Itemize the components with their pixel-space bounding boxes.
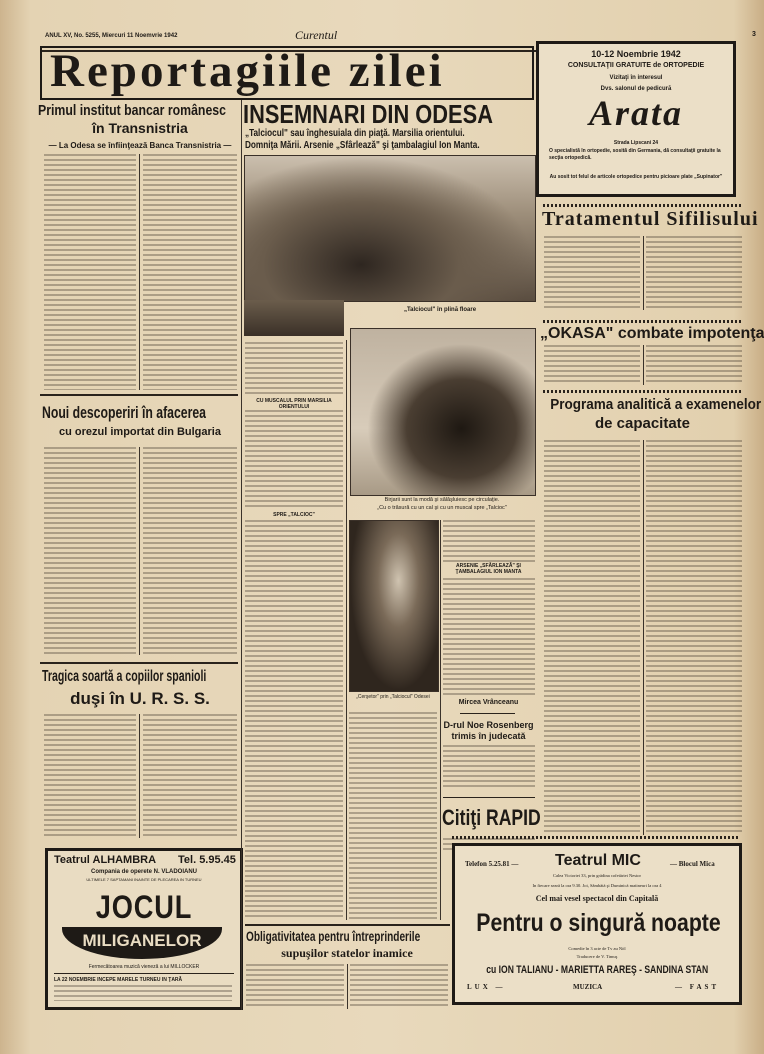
address: Calea Victoriei 33, prin grădina cofetăriei Nestor [553,873,641,878]
article-text [143,714,237,838]
company: Compania de operete N. VLADOIANU [90,869,197,875]
theatre-location: — Blocul Mica [670,860,715,868]
show-logo-bottom: MILIGANELOR [62,927,222,959]
article-text [443,745,535,790]
article-text [443,578,535,696]
music-credit: Fermecătoarea muzică vieneză a lui MILLOCKER [88,964,200,970]
ad-text: O specialistă în ortopedie, sosită din Germania, dă consultaţii gratuite la secţia ortopedică. [549,148,721,161]
author-byline: Mircea Vrânceanu [458,699,519,706]
market-crowd-photo [244,155,536,302]
article-text [443,520,535,562]
fast-label: — FAST [675,983,720,991]
article-text [245,410,343,510]
article-text [44,714,136,838]
article-text [245,342,343,397]
article-text [44,154,136,390]
theatre-name: Teatrul MIC [555,852,641,869]
headline: Obligativitatea pentru întreprinderile [246,928,421,944]
lux-label: LUX — [467,983,506,991]
cast: cu ION TALIANU - MARIETTA RAREŞ - SANDINA STAN [486,964,709,976]
headline: Noui descoperiri în afacerea [42,403,206,422]
headline: de capacitate [594,415,691,432]
article-text [349,712,437,920]
ad-line: Vizitaţi în interesul [609,75,663,81]
article-text [44,447,136,655]
article-text [245,520,343,920]
note: ULTIMELE 7 SAPTAMANI INAINTE DE PLECAREA IN TURNEU [86,877,202,882]
headline: duşi în U. R. S. S. [70,689,210,708]
showtimes: In fiecare seară la ora 9.30. Joi, Sâmbătă şi Duminică matineuri la ora 4 [532,883,662,888]
headline: INSEMNARI DIN ODESA [243,99,493,129]
tagline: Cel mai vesel spectacol din Capitală [535,894,659,903]
theatre-phone: Tel. 5.95.45 [178,854,236,866]
theatre-name: Teatrul ALHAMBRA [54,854,157,866]
horse-carriage-photo [350,328,536,496]
issue-info: ANUL XV, No. 5255, Miercuri 11 Noemvrie 1942 [45,33,178,39]
section-title: Reportagiile zilei [50,45,445,97]
headline: „OKASA" combate impotenţa [540,325,764,342]
beggar-photo [349,520,439,692]
photo-caption: „Cu o trăsură cu un cal şi cu un muscal spre „Talcioc" [377,505,507,511]
subheadline: — La Odesa se înfiinţează Banca Transnistria — [48,141,232,150]
photo-caption: Birjarii sunt la modă şi sălăşluiesc pe circulaţie. [384,497,500,503]
theatre-phone: Telefon 5.25.81 — [465,860,519,868]
deck: Domniţa Mării. Arsenie „Sfârlează" şi ţambalagiul Ion Manta. [245,140,480,151]
alhambra-ad [45,848,243,1010]
headline: Programa analitică a examenelor [550,396,762,413]
headline: Tratamentul Sifilisului [542,208,759,230]
headline: supuşilor statelor inamice [281,946,413,960]
article-text [143,154,237,390]
subheading: ARSENIE „SFÂRLEAZĂ" ŞI ŢAMBALAGIUL ION MANTA [455,563,522,575]
subheading: SPRE „TALCIOC" [273,512,315,518]
headline: cu orezul importat din Bulgaria [59,426,221,438]
show-title: Pentru o singură noapte [476,909,721,937]
teatrul-mic-ad [452,843,742,1005]
page-number: 3 [752,31,756,38]
show-logo-top: JOCUL [95,889,193,925]
photo-caption: „Talciocul" în plină floare [403,307,477,313]
masthead: Curentul [295,28,338,42]
arata-ad [536,41,736,197]
photo-caption: „Cerşetor" prin „Talciocul" Odesei [356,694,430,700]
article-text [143,447,237,655]
headline: Tragica soartă a copiilor spanioli [42,668,207,685]
rapid-ad: Citiţi RAPID [442,805,541,830]
ad-line: CONSULTAŢII GRATUITE de ORTOPEDIE [567,62,705,69]
genre: Comedie în 3 acte de Tv au Nöl [568,946,626,951]
headline: Primul institut bancar românesc [38,102,226,119]
translator: Traducere de V. Timuş [576,954,618,959]
section-title-box [40,46,534,100]
headline: în Transnistria [92,120,188,136]
tour-info: LA 22 NOEMBRIE INCEPE MARELE TURNEU IN ŢARĂ [54,977,183,983]
arata-logo: Arata [588,93,684,133]
headline: D-rul Noe Rosenberg [443,720,534,730]
ad-address: Strada Lipscani 24 [613,140,659,146]
deck: „Talciocul" sau înghesuiala din piaţă. Marsilia orientului. [245,128,465,139]
ad-dates: 10-12 Noembrie 1942 [591,49,681,59]
headline: trimis în judecată [451,731,526,741]
ad-footer: Au sosit tot felul de articole ortopedice pentru picioare plate „Supinator" [549,174,723,180]
ad-line: Dvs. salonul de pedicură [600,86,672,92]
subheading: CU MUSCALUL PRIN MARSILIA ORIENTULUI [256,398,332,410]
muzica-label: MUZICA [573,983,603,991]
